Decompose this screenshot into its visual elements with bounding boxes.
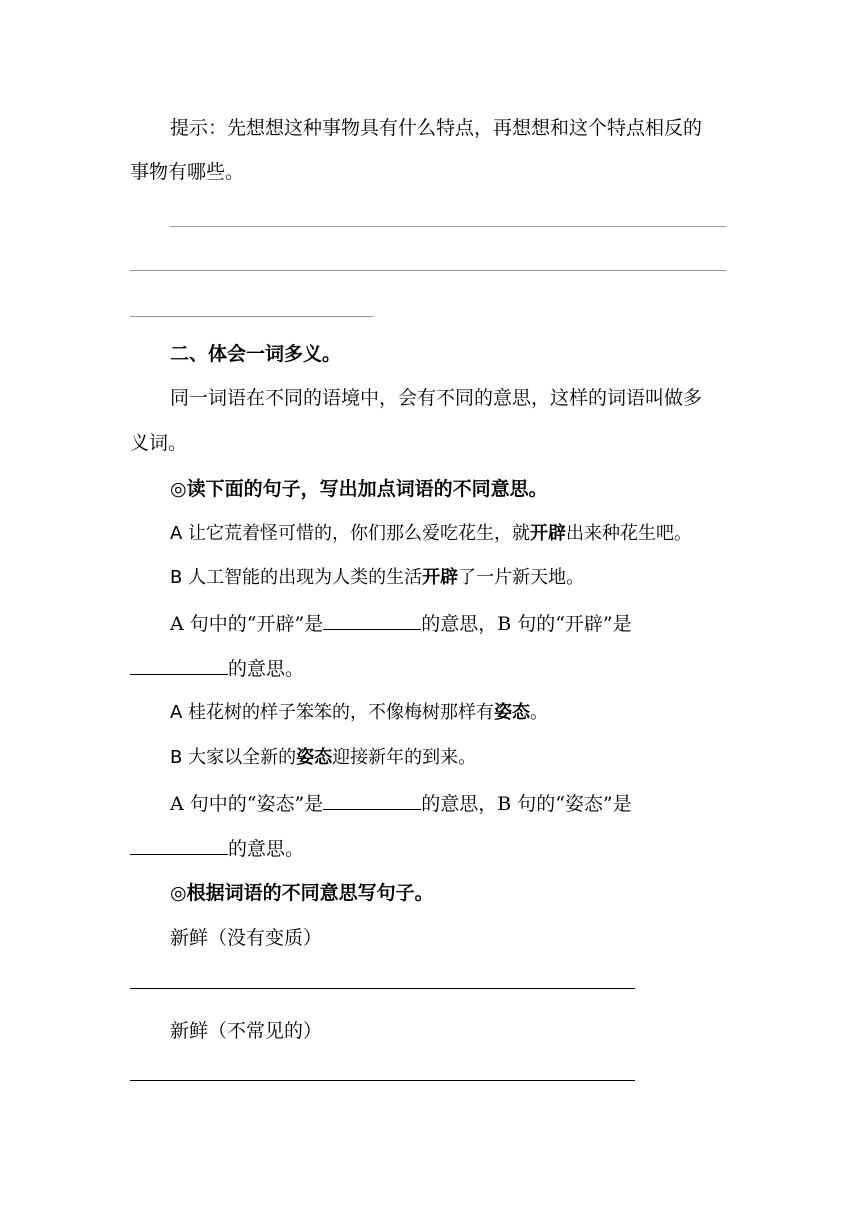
- answer-blank[interactable]: [130, 656, 228, 675]
- sentence-1a: [170, 522, 692, 546]
- word-meaning-1: 新鲜（没有变质）: [170, 927, 323, 949]
- hint-line-2: 事物有哪些。: [130, 161, 245, 183]
- question-text: 的意思，B 句的“开辟”是: [421, 613, 632, 635]
- sentence-text: 迎接新年的到来。: [332, 747, 477, 768]
- answer-line[interactable]: [130, 1080, 635, 1081]
- dotted-word: 开辟: [530, 523, 567, 544]
- task-1-instruction: ◎读下面的句子，写出加点词语的不同意思。: [170, 478, 548, 500]
- answer-blank[interactable]: [130, 836, 228, 855]
- answer-line[interactable]: [130, 270, 726, 271]
- question-1: [170, 611, 632, 636]
- sentence-text: A 桂花树的样子笨笨的，不像梅树那样有: [170, 702, 495, 723]
- sentence-1b: [170, 566, 584, 590]
- question-text: 的意思，B 句的“姿态”是: [421, 793, 632, 815]
- question-2: [170, 791, 632, 816]
- sentence-2b: [170, 746, 476, 770]
- intro-line-2: 义词。: [130, 432, 188, 454]
- sentence-text: B 大家以全新的: [170, 747, 297, 768]
- task-2-instruction: ◎根据词语的不同意思写句子。: [170, 882, 434, 904]
- hint-line-1: 提示：先想想这种事物具有什么特点，再想想和这个特点相反的: [170, 117, 703, 139]
- answer-blank[interactable]: [323, 611, 421, 630]
- intro-line-1: 同一词语在不同的语境中，会有不同的意思，这样的词语叫做多: [170, 387, 703, 409]
- sentence-text: 出来种花生吧。: [566, 523, 693, 544]
- question-text: 的意思。: [228, 658, 305, 680]
- question-text: A 句中的“姿态”是: [170, 793, 324, 815]
- answer-blank[interactable]: [323, 791, 421, 810]
- question-2-end: [130, 836, 304, 861]
- sentence-text: 。: [530, 702, 549, 723]
- dotted-word: 开辟: [422, 567, 459, 588]
- sentence-text: A 让它荒着怪可惜的，你们那么爱吃花生，就: [170, 523, 531, 544]
- question-1-end: [130, 656, 304, 681]
- answer-line[interactable]: [170, 226, 726, 227]
- sentence-text: B 人工智能的出现为人类的生活: [170, 567, 423, 588]
- sentence-text: 了一片新天地。: [458, 567, 585, 588]
- answer-line[interactable]: [130, 316, 373, 317]
- section-heading: 二、体会一词多义。: [170, 343, 342, 365]
- dotted-word: 姿态: [494, 702, 531, 723]
- question-text: 的意思。: [228, 838, 305, 860]
- dotted-word: 姿态: [296, 747, 333, 768]
- word-meaning-2: 新鲜（不常见的）: [170, 1020, 323, 1042]
- answer-line[interactable]: [130, 988, 635, 989]
- sentence-2a: [170, 701, 548, 725]
- question-text: A 句中的“开辟”是: [170, 613, 324, 635]
